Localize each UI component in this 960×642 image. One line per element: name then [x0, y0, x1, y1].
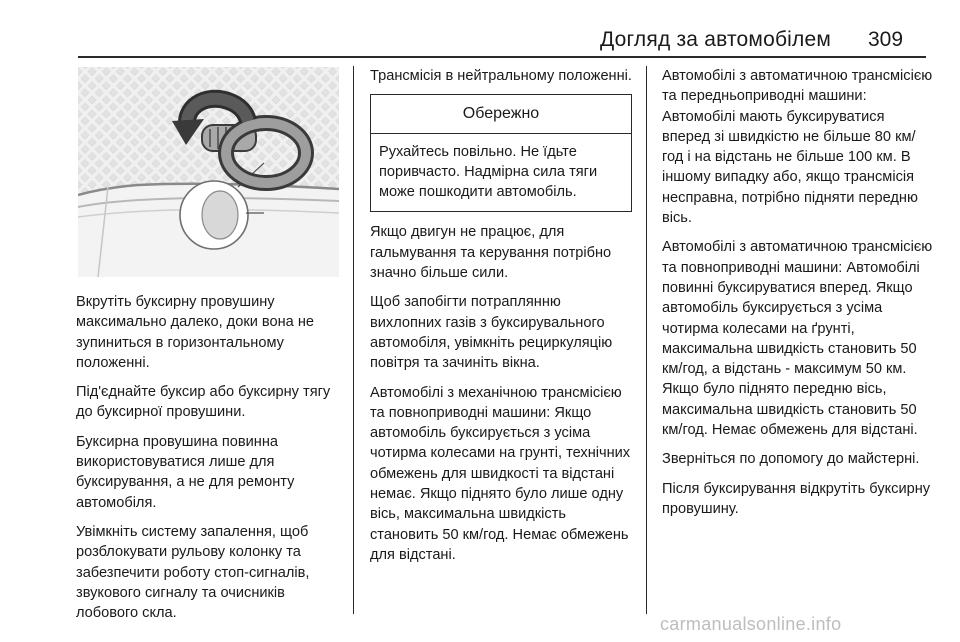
column-divider — [646, 66, 647, 614]
paragraph: Зверніться по допомогу до майстерні. — [662, 451, 920, 468]
paragraph: Трансмісія в нейтральному положенні. — [370, 68, 632, 84]
towing-eye-illustration — [78, 67, 339, 277]
text-column-2 — [370, 66, 632, 574]
text-column-3 — [662, 66, 934, 528]
column-divider — [353, 66, 354, 614]
paragraph: Щоб запобігти потраплянню вихлопних газів з буксирувального автомобіля, увімкніть рециркуляцію повітря та зачиніть вікна. — [370, 294, 613, 372]
caution-box — [370, 94, 632, 212]
watermark: carmanualsonline.info — [660, 614, 842, 634]
page-title: Догляд за автомобілем — [600, 28, 832, 51]
page-number: 309 — [868, 28, 904, 51]
paragraph: Якщо двигун не працює, для гальмування та керування потрібно значно більше сили. — [370, 224, 612, 282]
paragraph: Автомобілі з механічною трансмісією та повноприводні машини: Якщо автомобіль буксирується з усіма чотирма колесами на грунті, технічних обмежень для швидкості та відстані немає. Якщо піднято було лише одну вісь, максимальна швидкість становить 50 км/год. Немає обмежень для відстані. — [370, 384, 631, 563]
paragraph: Під'єднайте буксир або буксирну тягу до буксирної провушини. — [76, 384, 331, 421]
paragraph: Вкрутіть буксирну провушину максимально далеко, доки вона не зупиниться в горизонтальному положенні. — [76, 294, 315, 371]
caution-title: Обережно — [371, 95, 631, 133]
paragraph: Автомобілі з автоматичною трансмісією та передньоприводні машини: Автомобілі мають буксируватися вперед зі швидкістю не більше 80 км/год і на відстань не більше 100 км. В іншому випадку або, якщо трансмісія несправна, потрібно підняти передню вісь. — [662, 68, 933, 227]
paragraph: Увімкніть систему запалення, щоб розблокувати рульову колонку та забезпечити роботу стоп-сигналів, звукового сигналу та очисників лобового скла. — [76, 523, 310, 622]
paragraph: Після буксирування відкрутіть буксирну провушину. — [662, 480, 931, 517]
caution-text: Рухайтесь повільно. Не їдьте поривчасто. Надмірна сила тяги може пошкодити автомобіль. — [379, 143, 598, 201]
header-divider — [78, 56, 926, 58]
paragraph: Буксирна провушина повинна використовуватися лише для буксирування, а не для ремонту автомобіля. — [76, 433, 295, 511]
towing-eye-drawing — [78, 67, 339, 277]
text-column-1 — [76, 292, 344, 632]
paragraph: Автомобілі з автоматичною трансмісією та повноприводні машини: Автомобілі повинні буксируватися вперед. Якщо автомобіль буксирується з усіма чотирма колесами на ґрунті, максимальна швидкість становить 50 км/год, а відстань - максимум 50 км. Якщо було піднято передню вісь, максимальна швидкість становить 50 км/год. Немає обмежень для відстані. — [662, 239, 933, 439]
